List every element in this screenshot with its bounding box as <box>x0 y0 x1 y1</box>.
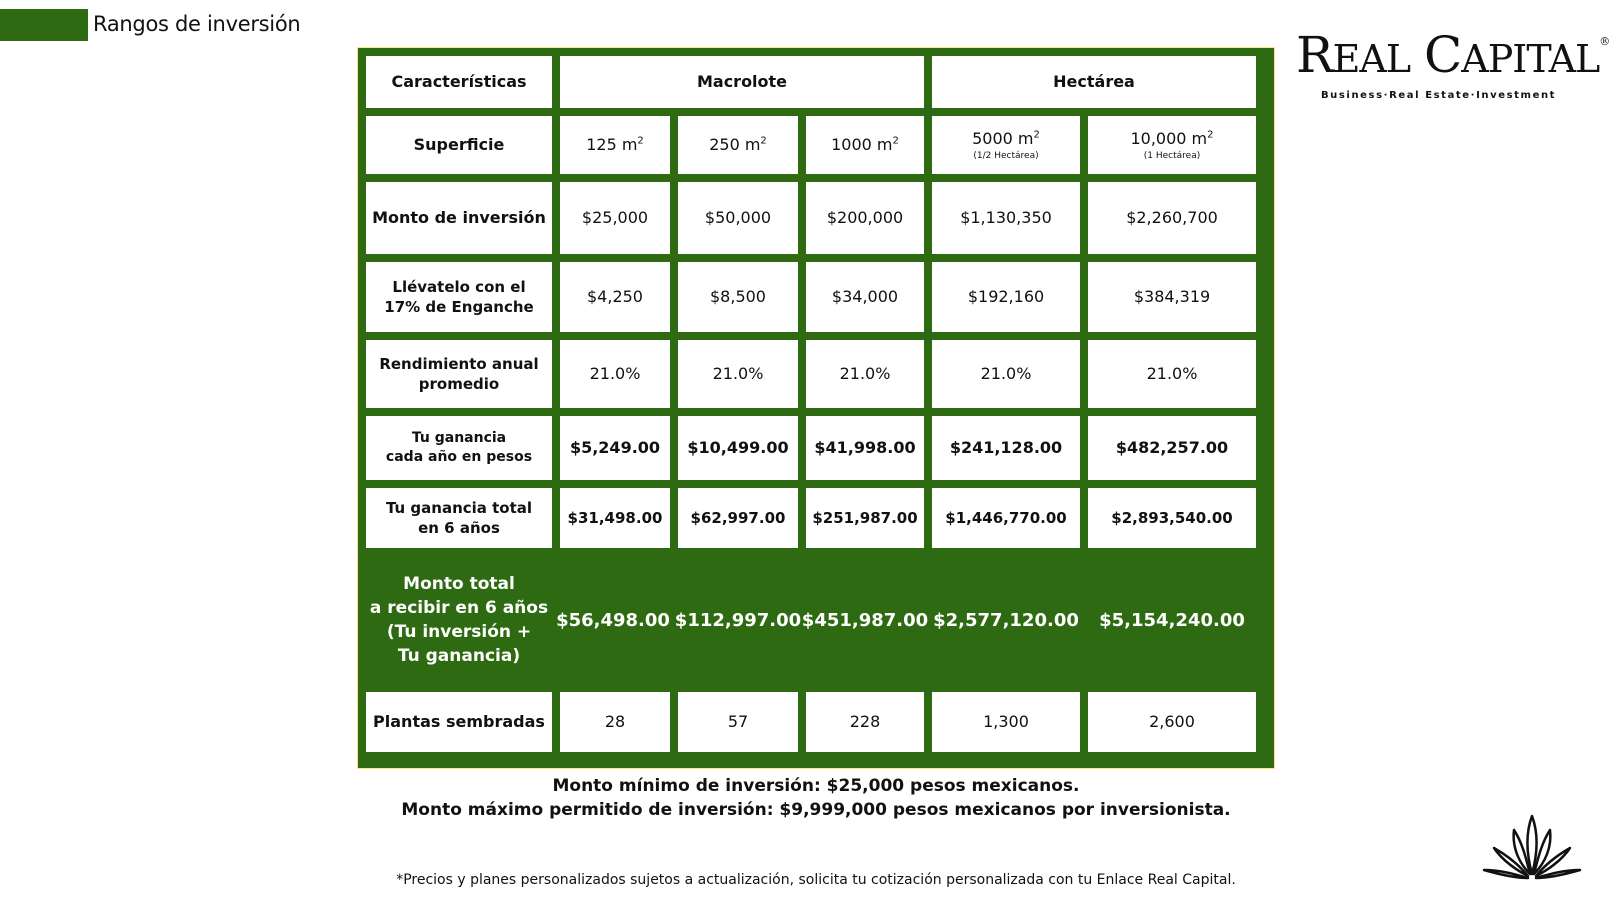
logo-tagline: Business·Real Estate·Investment <box>1320 90 1557 101</box>
agave-plant-icon <box>1482 812 1582 886</box>
header-accent-bar <box>0 9 88 41</box>
logo-wordmark: REAL CAPITAL® <box>1296 26 1609 84</box>
maximum-investment-note: Monto máximo permitido de inversión: $9,999,000 pesos mexicanos por inversionista. <box>401 800 1231 820</box>
superficie-10000: 10,000 $m^2$ (1 Hectárea) <box>1088 116 1256 174</box>
ganancia-anual-value: $482,257.00 <box>1088 416 1256 480</box>
enganche-value: $8,500 <box>678 262 798 332</box>
row-label-ganancia-total: Tu ganancia total en 6 años <box>366 488 552 548</box>
row-label-superficie: Superficie <box>366 116 552 174</box>
superficie-1000: 1000 $m^2$ <box>806 116 924 174</box>
enganche-value: $34,000 <box>806 262 924 332</box>
ganancia-anual-value: $5,249.00 <box>560 416 670 480</box>
investment-table <box>357 47 1275 769</box>
plantas-value: 228 <box>806 692 924 752</box>
ganancia-total-value: $2,893,540.00 <box>1088 488 1256 548</box>
ganancia-anual-value: $10,499.00 <box>678 416 798 480</box>
row-label-enganche: Llévatelo con el 17% de Enganche <box>366 262 552 332</box>
ganancia-total-value: $1,446,770.00 <box>932 488 1080 548</box>
enganche-value: $192,160 <box>932 262 1080 332</box>
rendimiento-value: 21.0% <box>932 340 1080 408</box>
superficie-125: 125 $m^2$ <box>560 116 670 174</box>
ganancia-anual-value: $41,998.00 <box>806 416 924 480</box>
monto-total-value: $2,577,120.00 <box>933 609 1079 631</box>
monto-total-value: $5,154,240.00 <box>1099 609 1245 631</box>
page-title: Rangos de inversión <box>93 12 301 36</box>
monto-inversion-value: $2,260,700 <box>1088 182 1256 254</box>
superficie-250: 250 $m^2$ <box>678 116 798 174</box>
row-label-ganancia-anual: Tu ganancia cada año en pesos <box>366 416 552 480</box>
monto-total-value: $56,498.00 <box>556 609 670 631</box>
monto-inversion-value: $50,000 <box>678 182 798 254</box>
monto-total-value: $451,987.00 <box>801 609 929 631</box>
real-capital-logo <box>1296 26 1609 101</box>
rendimiento-value: 21.0% <box>806 340 924 408</box>
row-label-monto-inversion: Monto de inversión <box>366 182 552 254</box>
monto-total-value: $112,997.00 <box>674 609 802 631</box>
row-label-plantas: Plantas sembradas <box>366 692 552 752</box>
ganancia-total-value: $251,987.00 <box>806 488 924 548</box>
disclaimer-text: *Precios y planes personalizados sujetos a actualización, solicita tu cotización personalizada con tu Enlace Real Capital. <box>396 872 1236 888</box>
rendimiento-value: 21.0% <box>678 340 798 408</box>
plantas-value: 57 <box>678 692 798 752</box>
superficie-5000: 5000 $m^2$ (1/2 Hectárea) <box>932 116 1080 174</box>
enganche-value: $4,250 <box>560 262 670 332</box>
header-caracteristicas: Características <box>366 56 552 108</box>
header-hectarea: Hectárea <box>932 56 1256 108</box>
ganancia-anual-value: $241,128.00 <box>932 416 1080 480</box>
monto-inversion-value: $1,130,350 <box>932 182 1080 254</box>
row-label-monto-total: Monto total a recibir en 6 años (Tu inversión + Tu ganancia) <box>369 574 549 666</box>
monto-inversion-value: $25,000 <box>560 182 670 254</box>
enganche-value: $384,319 <box>1088 262 1256 332</box>
plantas-value: 2,600 <box>1088 692 1256 752</box>
minimum-investment-note: Monto mínimo de inversión: $25,000 pesos mexicanos. <box>552 776 1080 796</box>
rendimiento-value: 21.0% <box>1088 340 1256 408</box>
row-label-rendimiento: Rendimiento anual promedio <box>366 340 552 408</box>
ganancia-total-value: $31,498.00 <box>560 488 670 548</box>
ganancia-total-value: $62,997.00 <box>678 488 798 548</box>
rendimiento-value: 21.0% <box>560 340 670 408</box>
monto-inversion-value: $200,000 <box>806 182 924 254</box>
plantas-value: 1,300 <box>932 692 1080 752</box>
header-macrolote: Macrolote <box>560 56 924 108</box>
plantas-value: 28 <box>560 692 670 752</box>
